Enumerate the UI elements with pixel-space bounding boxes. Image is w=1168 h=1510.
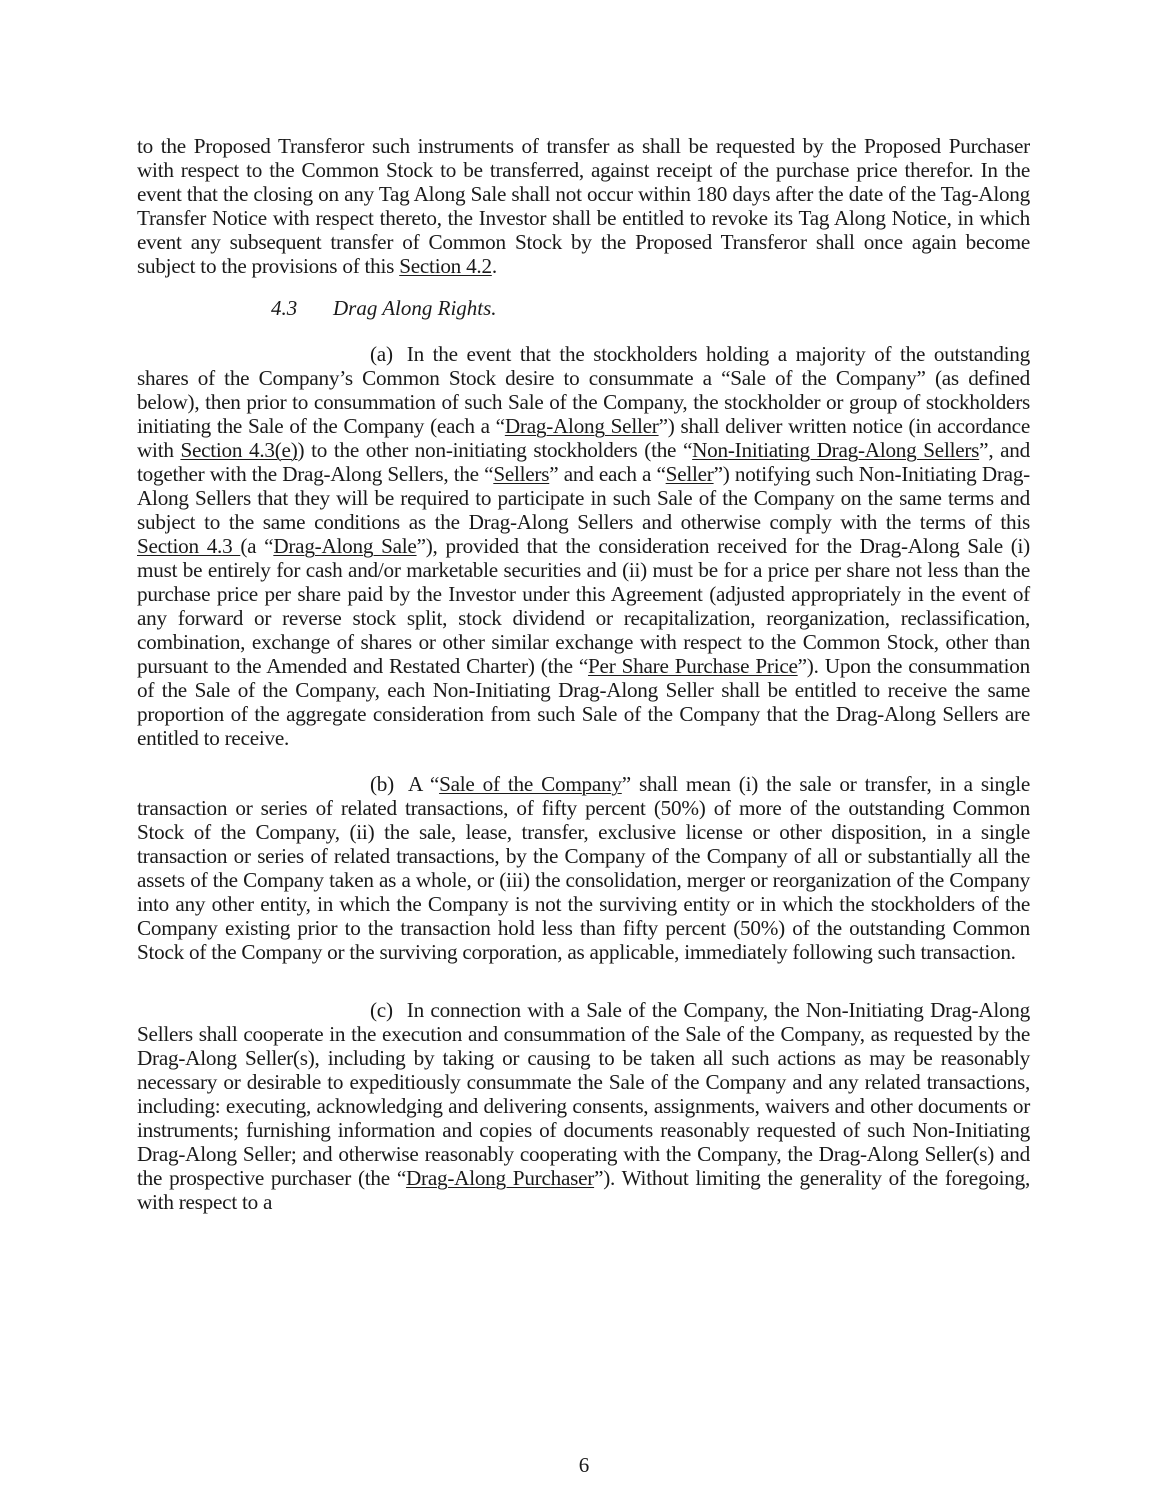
subsection-b-text: A “ [407,772,440,796]
subsection-a-text: ”) notifying such Non-Initiating Drag-Along Sellers that they will be required to participate in such Sale of the Company on the same terms and subject to the same conditions as the Drag-Along Sellers and otherwise comply with the terms of this [137,462,1030,534]
intro-text-end: . [491,254,497,278]
subsection-a-text: ”, and together with the Drag-Along Sellers, the “ [137,438,1030,486]
subsection-marker: (a) [370,342,393,366]
subsection-a-text: ”), provided that the consideration received for the Drag-Along Sale (i) must be entirely for cash and/or marketable securities and (ii) must be for a price per share not less than the purchase price per share paid by the Investor under this Agreement (adjusted appropriately in the event of any forward or reverse stock split, stock dividend or recapitalization, reorganization, reclassification, combination, exchange of shares or other similar exchange with respect to the Common Stock, other than pursuant to the Amended and Restated Charter) (the “ [137,534,1030,678]
defined-term-non-initiating-sellers: Non-Initiating Drag-Along Sellers [692,438,980,462]
page-number: 6 [578,1453,590,1477]
subsection-b-text: ” shall mean (i) the sale or transfer, in a single transaction or series of related transactions, of fifty percent (50%) of more of the outstanding Common Stock of the Company, (ii) the sale, lease, transfer, exclusive license or other disposition, in a single transaction or series of related transactions, by the Company of the Company of all or substantially all the assets of the Company taken as a whole, or (iii) the consolidation, merger or reorganization of the Company into any other entity, in which the Company is not the surviving entity or in which the stockholders of the Company existing prior to the transaction hold less than fifty percent (50%) of the outstanding Common Stock of the Company or the surviving corporation, as applicable, immediately following such transaction. [137,772,1030,964]
subsection-a-text: ” and each a “ [549,462,666,486]
subsection-a-text: ”). Upon the consummation of the Sale of the Company, each Non-Initiating Drag-Along Seller shall be entitled to receive the same proportion of the aggregate consideration from such Sale of the Company that the Drag-Along Sellers are entitled to receive. [137,654,1030,750]
subsection-c-text: In connection with a Sale of the Company, the Non-Initiating Drag-Along Sellers shall cooperate in the execution and consummation of the Sale of the Company, as requested by the Drag-Along Seller(s), including by taking or causing to be taken all such actions as may be reasonably necessary or desirable to expeditiously consummate the Sale of the Company and any related transactions, including: executing, acknowledging and delivering consents, assignments, waivers and other documents or instruments; furnishing information and copies of documents reasonably requested of such Non-Initiating Drag-Along Seller; and otherwise reasonably cooperating with the Company, the Drag-Along Seller(s) and the prospective purchaser (the “ [137,998,1030,1190]
subsection-a-text: ”) shall deliver written notice (in accordance with [137,414,1030,462]
section-4-3e-reference: Section 4.3(e) [180,438,298,462]
defined-term-sale-of-the-company: Sale of the Company [439,772,622,796]
intro-text: to the Proposed Transferor such instruments of transfer as shall be requested by the Proposed Purchaser with respect to the Common Stock to be transferred, against receipt of the purchase price therefor. In the event that the closing on any Tag Along Sale shall not occur within 180 days after the date of the Tag-Along Transfer Notice with respect thereto, the Investor shall be entitled to revoke its Tag Along Notice, in which event any subsequent transfer of Common Stock by the Proposed Transferor shall once again become subject to the provisions of this [137,134,1030,278]
intro-paragraph [137,134,1030,278]
defined-term-drag-along-seller: Drag-Along Seller [504,414,659,438]
subsection-marker: (b) [370,772,394,796]
subsection-a-text: ) to the other non-initiating stockholders (the “ [297,438,693,462]
defined-term-sellers: Sellers [493,462,550,486]
defined-term-drag-along-sale: Drag-Along Sale [273,534,417,558]
subsection-b [137,772,1030,964]
section-4-2-reference: Section 4.2 [399,254,492,278]
defined-term-seller: Seller [665,462,714,486]
section-heading [137,296,1030,320]
section-4-3-reference: Section 4.3 [137,534,241,558]
section-number: 4.3 [271,296,298,320]
subsection-marker: (c) [370,998,393,1022]
defined-term-drag-along-purchaser: Drag-Along Purchaser [405,1166,595,1190]
subsection-a-text: (a “ [240,534,274,558]
document-page [137,134,1030,1214]
defined-term-per-share-purchase-price: Per Share Purchase Price [588,654,798,678]
subsection-c [137,998,1030,1214]
section-title: Drag Along Rights. [333,296,497,320]
subsection-a-text: In the event that the stockholders holding a majority of the outstanding shares of the Company’s Common Stock desire to consummate a “Sale of the Company” (as defined below), then prior to consummation of such Sale of the Company, the stockholder or group of stockholders initiating the Sale of the Company (each a “ [137,342,1030,438]
subsection-a [137,342,1030,750]
subsection-c-text: ”). Without limiting the generality of the foregoing, with respect to a [137,1166,1030,1214]
